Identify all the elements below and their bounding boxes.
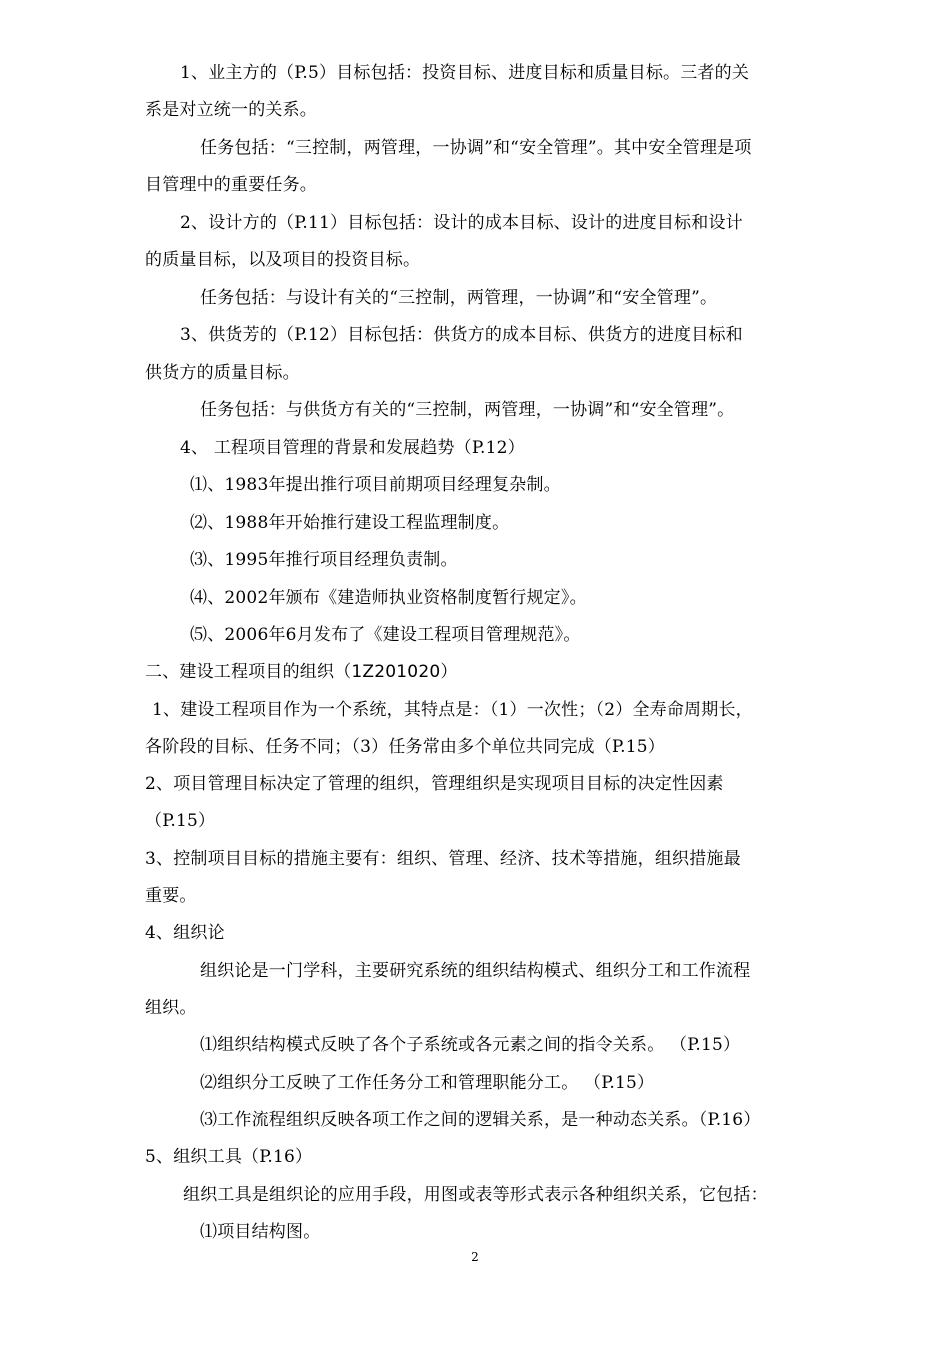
- paragraph-management-goals-cont: （P.15）: [145, 811, 216, 831]
- paragraph-supplier-tasks: 任务包括：与供货方有关的“三控制，两管理，一协调”和“安全管理”。: [200, 400, 735, 420]
- list-item-1988: ⑵、1988年开始推行建设工程监理制度。: [190, 513, 510, 533]
- paragraph-supplier-goals: 3、供货芳的（P.12）目标包括：供货方的成本目标、供货方的进度目标和: [180, 325, 743, 345]
- paragraph-management-goals: 2、项目管理目标决定了管理的组织，管理组织是实现项目目标的决定性因素: [145, 774, 724, 794]
- paragraph-supplier-goals-cont: 供货方的质量目标。: [145, 363, 300, 383]
- paragraph-owner-tasks: 任务包括：“三控制，两管理，一协调”和“安全管理”。其中安全管理是项: [200, 138, 752, 158]
- heading-background-trends: 4、 工程项目管理的背景和发展趋势（P.12）: [180, 438, 525, 458]
- list-item-workflow: ⑶工作流程组织反映各项工作之间的逻辑关系，是一种动态关系。（P.16）: [200, 1110, 761, 1130]
- paragraph-owner-goals-cont: 系是对立统一的关系。: [145, 100, 317, 120]
- list-item-structure-mode: ⑴组织结构模式反映了各个子系统或各元素之间的指令关系。 （P.15）: [200, 1035, 741, 1055]
- paragraph-project-system-cont: 各阶段的目标、任务不同；（3）任务常由多个单位共同完成（P.15）: [145, 737, 665, 757]
- list-item-2006: ⑸、2006年6月发布了《建设工程项目管理规范》。: [190, 625, 581, 645]
- list-item-division: ⑵组织分工反映了工作任务分工和管理职能分工。 （P.15）: [200, 1073, 655, 1093]
- page-number: 2: [471, 1250, 479, 1264]
- paragraph-owner-tasks-cont: 目管理中的重要任务。: [145, 175, 317, 195]
- heading-organization-tools: 5、组织工具（P.16）: [145, 1147, 313, 1167]
- paragraph-organization-theory: 组织论是一门学科，主要研究系统的组织结构模式、组织分工和工作流程: [200, 961, 751, 981]
- list-item-1983: ⑴、1983年提出推行项目前期项目经理复杂制。: [190, 475, 561, 495]
- paragraph-control-measures-cont: 重要。: [145, 886, 197, 906]
- list-item-2002: ⑷、2002年颁布《建造师执业资格制度暂行规定》。: [190, 588, 587, 608]
- paragraph-designer-goals: 2、设计方的（P.11）目标包括：设计的成本目标、设计的进度目标和设计: [180, 213, 743, 233]
- paragraph-organization-tools: 组织工具是组织论的应用手段，用图或表等形式表示各种组织关系，它包括：: [183, 1185, 768, 1205]
- paragraph-project-system: 1、建设工程项目作为一个系统，其特点是：（1）一次性；（2）全寿命周期长，: [152, 700, 753, 720]
- heading-organization-theory: 4、组织论: [145, 923, 225, 943]
- paragraph-owner-goals: 1、业主方的（P.5）目标包括：投资目标、进度目标和质量目标。三者的关: [180, 63, 750, 83]
- paragraph-organization-theory-cont: 组织。: [145, 998, 197, 1018]
- paragraph-designer-tasks: 任务包括：与设计有关的“三控制，两管理，一协调”和“安全管理”。: [200, 288, 718, 308]
- paragraph-designer-goals-cont: 的质量目标，以及项目的投资目标。: [145, 250, 421, 270]
- list-item-project-structure: ⑴项目结构图。: [200, 1222, 321, 1242]
- list-item-1995: ⑶、1995年推行项目经理负责制。: [190, 550, 458, 570]
- section-heading-organization: 二、建设工程项目的组织（1Z201020）: [145, 662, 458, 682]
- paragraph-control-measures: 3、控制项目目标的措施主要有：组织、管理、经济、技术等措施，组织措施最: [145, 849, 741, 869]
